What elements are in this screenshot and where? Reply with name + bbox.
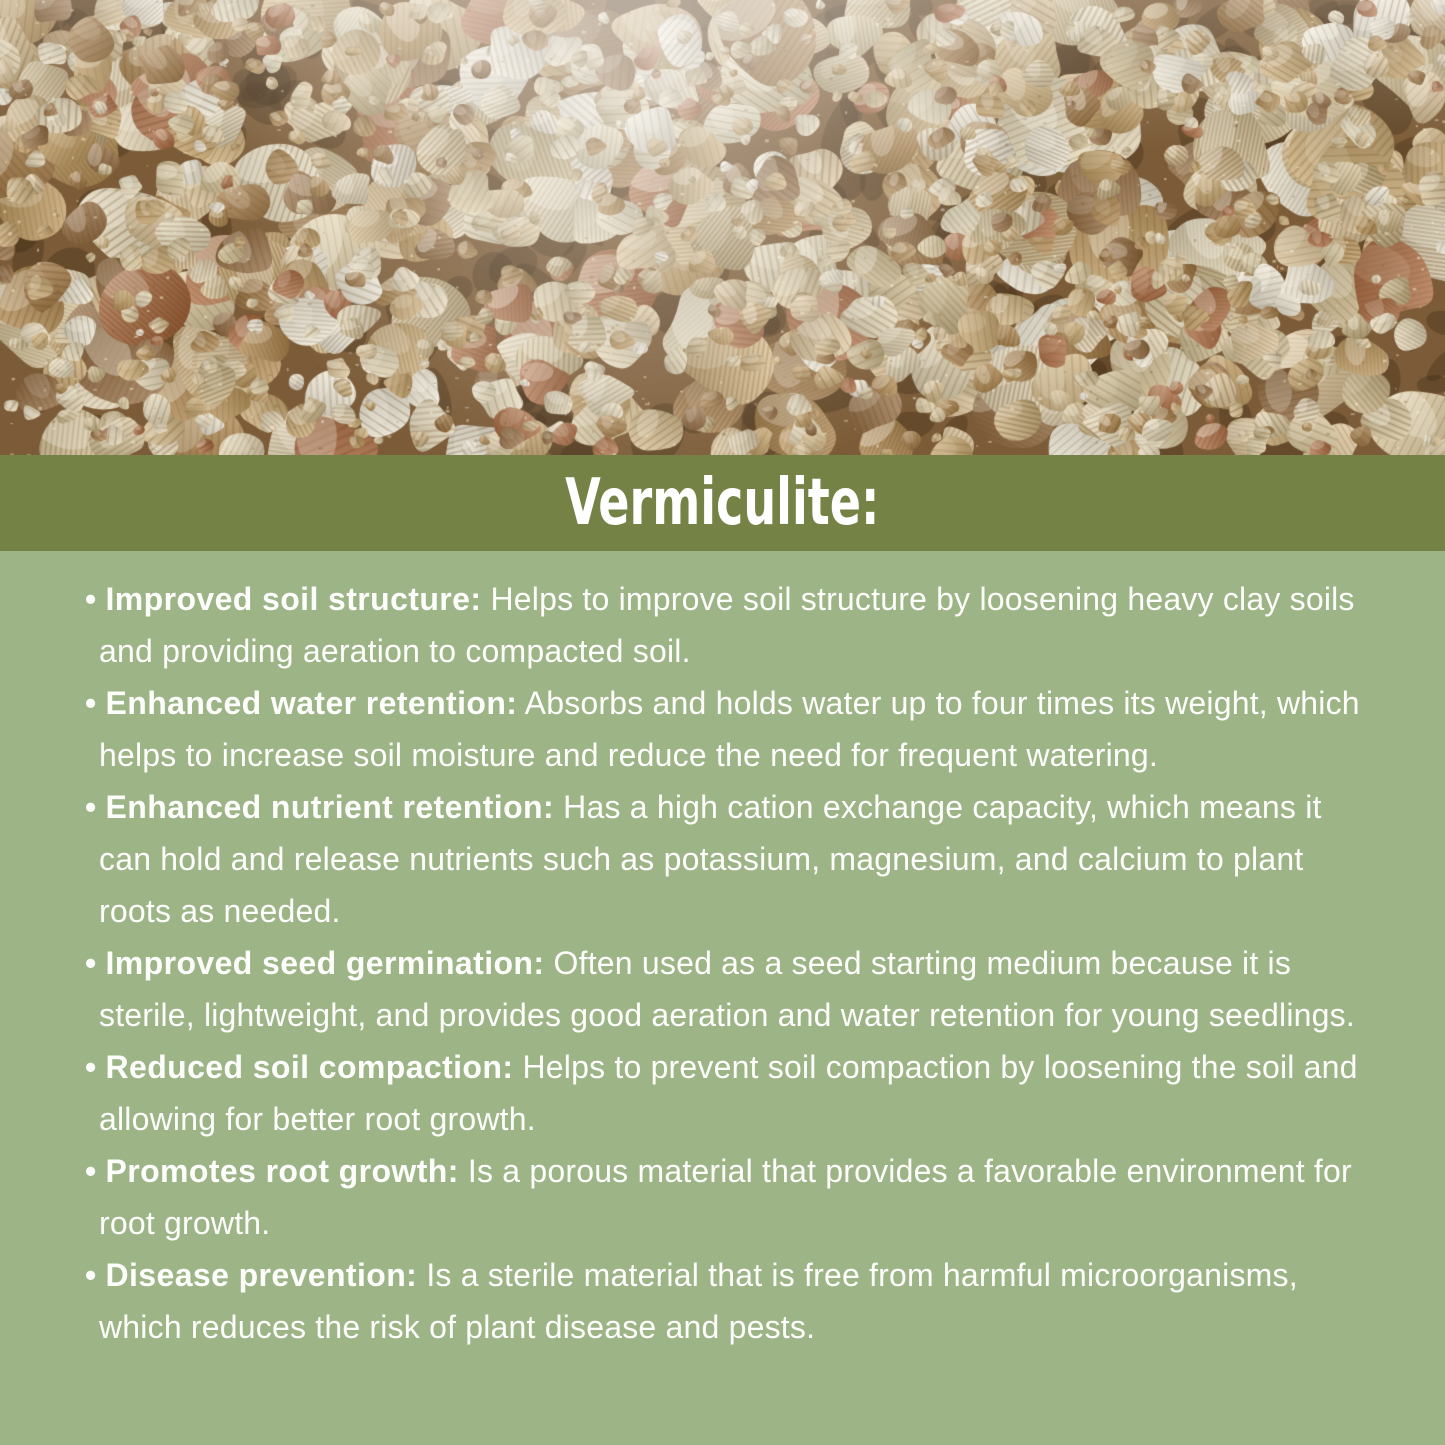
benefit-text: Absorbs and holds water up to four times its weight, which helps to increase soil moisture and reduce the need for frequent watering.	[99, 685, 1360, 773]
benefit-text: Helps to prevent soil compaction by loosening the soil and allowing for better root growth.	[99, 1049, 1358, 1137]
benefit-text: Has a high cation exchange capacity, which means it can hold and release nutrients such as potassium, magnesium, and calcium to plant roots as needed.	[99, 789, 1322, 929]
benefit-label: Enhanced water retention:	[105, 685, 518, 721]
benefits-list	[85, 573, 1373, 1353]
benefit-text: Often used as a seed starting medium because it is sterile, lightweight, and provides good aeration and water retention for young seedlings.	[99, 945, 1355, 1033]
bullet-glyph: •	[85, 581, 97, 617]
benefit-text: Helps to improve soil structure by loosening heavy clay soils and providing aeration to compacted soil.	[99, 581, 1355, 669]
benefit-label: Promotes root growth:	[105, 1153, 459, 1189]
bullet-glyph: •	[85, 1257, 97, 1293]
benefits-section	[0, 551, 1445, 1445]
benefit-label: Reduced soil compaction:	[105, 1049, 514, 1085]
vermiculite-photo-canvas	[0, 0, 1445, 455]
bullet-glyph: •	[85, 789, 97, 825]
list-item	[85, 781, 1373, 937]
list-item	[85, 573, 1373, 677]
benefit-text: Is a sterile material that is free from harmful microorganisms, which reduces the risk of plant disease and pests.	[99, 1257, 1298, 1345]
title-banner	[0, 455, 1445, 551]
page-title: Vermiculite:	[565, 466, 880, 540]
benefit-text: Is a porous material that provides a favorable environment for root growth.	[99, 1153, 1352, 1241]
bullet-glyph: •	[85, 1153, 97, 1189]
benefit-label: Improved soil structure:	[105, 581, 482, 617]
bullet-glyph: •	[85, 685, 97, 721]
benefit-label: Enhanced nutrient retention:	[105, 789, 555, 825]
list-item	[85, 677, 1373, 781]
list-item	[85, 1249, 1373, 1353]
list-item	[85, 1041, 1373, 1145]
benefit-label: Improved seed germination:	[105, 945, 545, 981]
bullet-glyph: •	[85, 1049, 97, 1085]
vermiculite-photo	[0, 0, 1445, 455]
benefit-label: Disease prevention:	[105, 1257, 418, 1293]
list-item	[85, 1145, 1373, 1249]
list-item	[85, 937, 1373, 1041]
bullet-glyph: •	[85, 945, 97, 981]
